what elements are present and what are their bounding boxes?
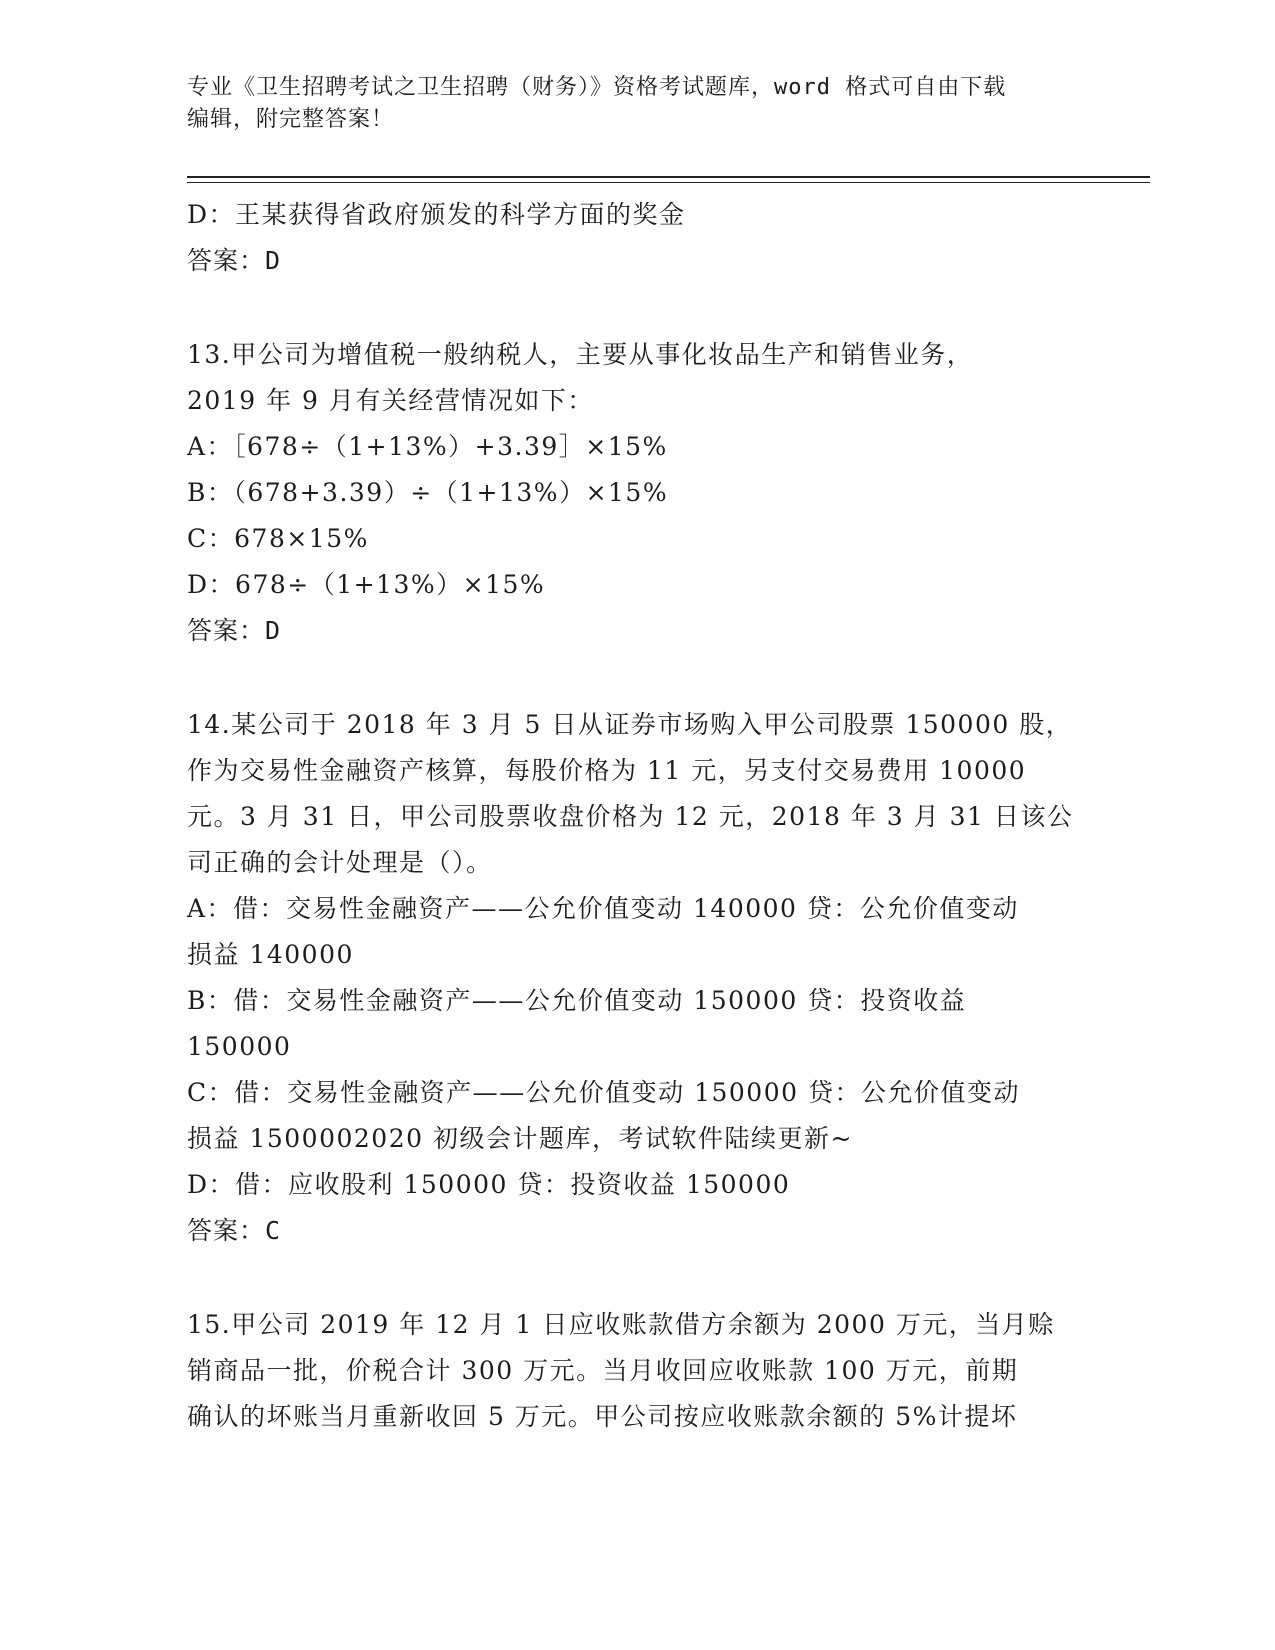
q15-stem-line-3: 确认的坏账当月重新收回 5 万元。甲公司按应收账款余额的 5%计提坏	[187, 1402, 1018, 1431]
q14-option-b-line-1: B：借：交易性金融资产——公允价值变动 150000 贷：投资收益	[187, 986, 967, 1015]
q14-stem-line-4: 司正确的会计处理是（）。	[187, 848, 493, 877]
q12-answer: 答案：D	[187, 246, 282, 275]
q14-stem-line-1: 14.某公司于 2018 年 3 月 5 日从证券市场购入甲公司股票 150000 股，	[187, 710, 1073, 739]
header-divider-thick	[187, 176, 1150, 178]
q14-option-c-line-2: 损益 1500002020 初级会计题库，考试软件陆续更新~	[187, 1124, 853, 1153]
spacer	[187, 284, 1087, 332]
q13-option-b: B：（678+3.39）÷（1+13%）×15%	[187, 478, 669, 507]
q14-stem-line-3: 元。3 月 31 日，甲公司股票收盘价格为 12 元，2018 年 3 月 31 日该公	[187, 802, 1074, 831]
spacer	[187, 654, 1087, 702]
q14-option-a-line-1: A：借：交易性金融资产——公允价值变动 140000 贷：公允价值变动	[187, 894, 1019, 923]
q13-stem-line-2: 2019 年 9 月有关经营情况如下：	[187, 386, 594, 415]
q14-answer: 答案：C	[187, 1216, 282, 1245]
q14-option-b-line-2: 150000	[187, 1032, 292, 1061]
spacer	[187, 1254, 1087, 1302]
q13-option-c: C：678×15%	[187, 524, 369, 553]
q13-stem-line-1: 13.甲公司为增值税一般纳税人，主要从事化妆品生产和销售业务，	[187, 340, 974, 369]
header-line-1: 专业《卫生招聘考试之卫生招聘（财务）》资格考试题库，word 格式可自由下载	[187, 75, 1007, 100]
q14-option-d: D：借：应收股利 150000 贷：投资收益 150000	[187, 1170, 791, 1199]
q13-option-d: D：678÷（1+13%）×15%	[187, 570, 546, 599]
question-15	[187, 1302, 1087, 1440]
q15-stem-line-1: 15.甲公司 2019 年 12 月 1 日应收账款借方余额为 2000 万元，当月赊	[187, 1310, 1055, 1339]
question-12-tail	[187, 192, 1087, 284]
q14-stem-line-2: 作为交易性金融资产核算，每股价格为 11 元，另支付交易费用 10000	[187, 756, 1027, 785]
q14-option-a-line-2: 损益 140000	[187, 940, 354, 969]
q13-answer: 答案：D	[187, 616, 282, 645]
document-body	[187, 192, 1087, 1440]
q12-option-d: D：王某获得省政府颁发的科学方面的奖金	[187, 200, 686, 229]
header-divider-thin	[187, 182, 1150, 183]
header-line-2: 编辑，附完整答案！	[187, 107, 395, 132]
question-14	[187, 702, 1087, 1254]
page-header	[187, 72, 1087, 136]
q14-option-c-line-1: C：借：交易性金融资产——公允价值变动 150000 贷：公允价值变动	[187, 1078, 1020, 1107]
q15-stem-line-2: 销商品一批，价税合计 300 万元。当月收回应收账款 100 万元，前期	[187, 1356, 1019, 1385]
q13-option-a: A：［678÷（1+13%）+3.39］×15%	[187, 432, 668, 461]
question-13	[187, 332, 1087, 654]
